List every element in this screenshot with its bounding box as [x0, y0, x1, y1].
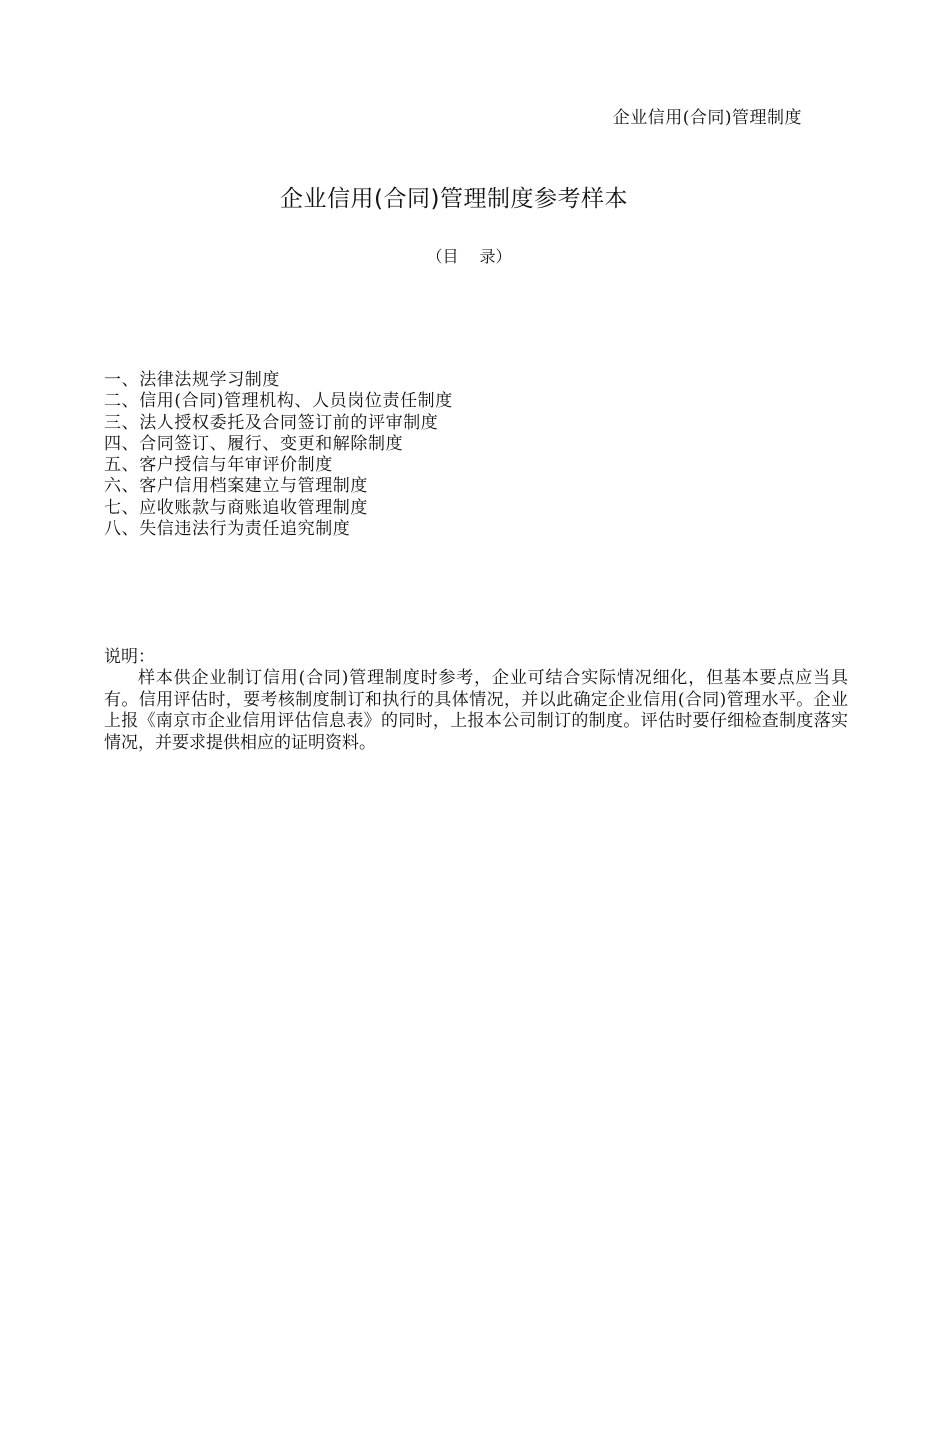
- table-of-contents: [104, 370, 453, 540]
- note-label: 说明：: [104, 647, 155, 667]
- explanatory-note: [104, 646, 848, 754]
- toc-item: 六、客户信用档案建立与管理制度: [104, 476, 368, 497]
- toc-item: 二、信用(合同)管理机构、人员岗位责任制度: [104, 391, 453, 412]
- toc-item: 八、失信违法行为责任追究制度: [104, 519, 351, 540]
- toc-heading: （目 录）: [426, 247, 512, 266]
- document-title: 企业信用(合同)管理制度参考样本: [280, 186, 628, 212]
- toc-item: 七、应收账款与商账追收管理制度: [104, 497, 368, 518]
- toc-item: 五、客户授信与年审评价制度: [104, 455, 333, 476]
- toc-item: 四、合同签订、履行、变更和解除制度: [104, 433, 404, 454]
- toc-item: 三、法人授权委托及合同签订前的评审制度: [104, 412, 439, 433]
- running-header: 企业信用(合同)管理制度: [612, 108, 802, 128]
- note-body: 样本供企业制订信用(合同)管理制度时参考，企业可结合实际情况细化，但基本要点应当具有。信用评估时，要考核制度制订和执行的具体情况，并以此确定企业信用(合同)管理水平。企业上报《南京市企业信用评估信息表》的同时，上报本公司制订的制度。评估时要仔细检查制度落实情况，并要求提供相应的证明资料。: [104, 668, 848, 753]
- toc-item: 一、法律法规学习制度: [104, 370, 280, 390]
